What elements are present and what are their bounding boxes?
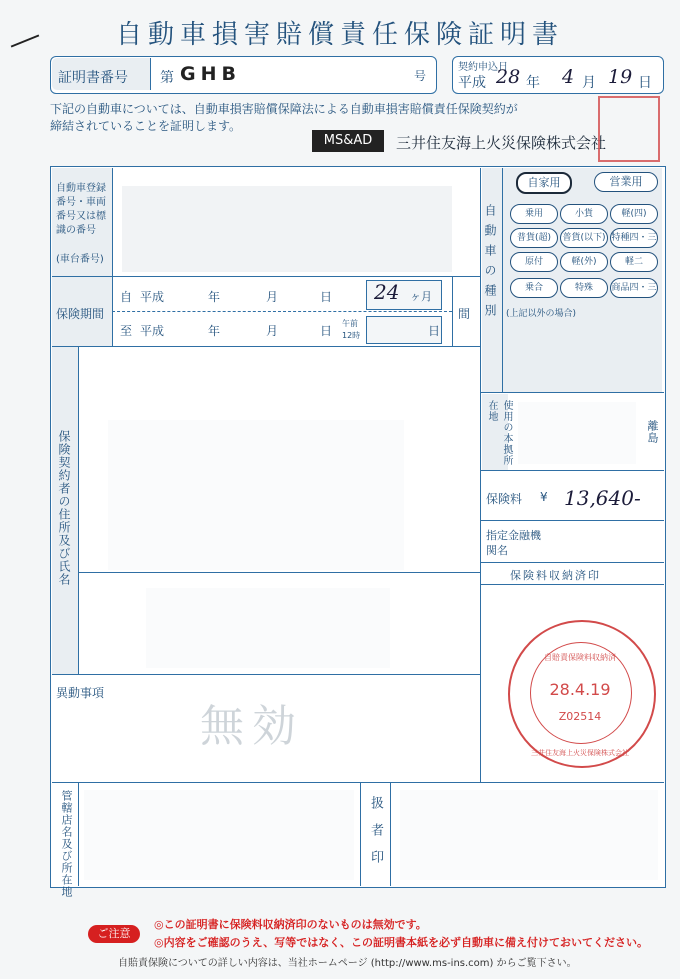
cert-number-suffix: 号 xyxy=(414,69,427,83)
vehicle-type-option: 乗合 xyxy=(510,278,558,298)
notice-line2: ◎内容をご確認のうえ、写等ではなく、この証明書本紙を必ず自動車に備え付けておいてください。 xyxy=(154,936,649,949)
company-logo: MS&AD xyxy=(312,130,384,152)
vehicle-option-private: 自家用 xyxy=(516,172,572,194)
from-year-unit: 年 xyxy=(208,290,221,304)
period-label: 保険期間 xyxy=(56,307,105,321)
receipt-stamp-code: Z02514 xyxy=(558,710,602,723)
handler-label: 扱者印 xyxy=(368,796,383,877)
cert-number-code: GHB xyxy=(180,63,241,85)
vehicle-type-option: 軽(四) xyxy=(610,204,658,224)
vehicle-type-option: 特殊 xyxy=(560,278,608,298)
vehicle-type-option: 特種四・三 xyxy=(610,228,658,248)
divider xyxy=(480,392,664,393)
to-label: 至 xyxy=(120,324,133,338)
vehicle-type-note: (上記以外の場合) xyxy=(506,309,577,319)
chassis-label: (車台番号) xyxy=(56,254,104,265)
company-name: 三井住友海上火災保険株式会社 xyxy=(396,134,607,152)
receipt-stamp-top: 自賠責保険料収納済 xyxy=(544,653,616,662)
divider xyxy=(52,674,480,675)
divider xyxy=(52,782,664,783)
period-side: 間 xyxy=(458,307,471,321)
from-day-unit: 日 xyxy=(320,290,333,304)
divider xyxy=(502,168,503,392)
premium-currency: ¥ xyxy=(540,490,548,504)
receipt-label: 保険料収納済印 xyxy=(510,569,601,582)
divider xyxy=(480,168,481,782)
months-value: 24 xyxy=(374,280,400,304)
divider xyxy=(360,782,361,886)
from-era: 平成 xyxy=(140,290,165,304)
vehicle-type-option: 普貨(以下) xyxy=(560,228,608,248)
registration-redacted xyxy=(122,186,452,272)
application-date-year-unit: 年 xyxy=(526,75,540,91)
application-date-day-unit: 日 xyxy=(638,75,652,91)
intro-text-line2: 締結されていることを証明します。 xyxy=(50,119,242,133)
premium-label: 保険料 xyxy=(486,492,523,506)
intro-text-line1: 下記の自動車については、自動車損害賠償保障法による自動車損害賠償責任保険契約が xyxy=(50,102,518,116)
divider xyxy=(112,168,113,346)
receipt-stamp-bottom: 三井住友海上火災保険株式会社 xyxy=(531,749,629,757)
receipt-stamp-date: 28.4.19 xyxy=(549,680,611,699)
vehicle-type-option: 商品四・三 xyxy=(610,278,658,298)
noon-label-1: 午前 xyxy=(342,319,358,328)
cert-number-label: 証明書番号 xyxy=(58,70,128,86)
application-date-label: 契約申込日 xyxy=(458,62,508,73)
to-day-unit: 日 xyxy=(320,324,333,338)
branch-redacted xyxy=(84,790,354,880)
usage-base-label: 使用の本拠所在地 xyxy=(486,400,512,466)
divider xyxy=(452,276,453,346)
island-label: 離島 xyxy=(646,420,659,444)
divider xyxy=(78,572,480,573)
divider xyxy=(112,311,452,312)
months-unit: ヶ月 xyxy=(410,290,432,303)
divider xyxy=(52,346,480,347)
application-date-day: 19 xyxy=(608,66,633,88)
change-label: 異動事項 xyxy=(56,686,105,700)
vehicle-type-option: 軽二 xyxy=(610,252,658,272)
divider xyxy=(480,562,664,563)
vehicle-type-option: 原付 xyxy=(510,252,558,272)
divider xyxy=(480,470,664,471)
cert-number-redacted xyxy=(250,60,400,88)
vehicle-type-option: 乗用 xyxy=(510,204,558,224)
cert-number-prefix: 第 xyxy=(160,70,174,86)
noon-label-2: 12時 xyxy=(342,331,361,340)
application-date-month-unit: 月 xyxy=(582,75,596,91)
company-seal xyxy=(598,96,660,162)
premium-amount: 13,640- xyxy=(564,486,641,510)
from-month-unit: 月 xyxy=(266,290,279,304)
application-date-year: 28 xyxy=(496,66,521,88)
divider xyxy=(52,276,480,277)
policyholder-redacted-2 xyxy=(146,588,390,668)
divider xyxy=(480,584,664,585)
policyholder-label: 保険契約者の住所及び氏名 xyxy=(57,430,71,586)
application-date-era: 平成 xyxy=(458,75,486,91)
bank-label: 指定金融機関名 xyxy=(486,529,541,557)
vehicle-type-option: 軽(外) xyxy=(560,252,608,272)
application-date-month: 4 xyxy=(562,66,575,88)
usage-redacted xyxy=(518,402,636,464)
branch-label: 管轄店名及び所在地 xyxy=(60,790,73,898)
vehicle-type-option: 普貨(超) xyxy=(510,228,558,248)
registration-label: 自動車登録番号・車両番号又は標識の番号 xyxy=(56,183,106,236)
vehicle-type-label: 自動車の種別 xyxy=(483,204,497,324)
void-stamp: 無効 xyxy=(200,701,304,752)
document-title: 自動車損害賠償責任保険証明書 xyxy=(115,20,564,50)
divider xyxy=(78,782,79,886)
vehicle-type-option: 小貨 xyxy=(560,204,608,224)
to-day-box-unit: 日 xyxy=(428,324,441,338)
divider xyxy=(480,520,664,521)
to-year-unit: 年 xyxy=(208,324,221,338)
policyholder-redacted-1 xyxy=(108,420,404,570)
vehicle-option-commercial: 営業用 xyxy=(594,172,658,192)
notice-badge: ご注意 xyxy=(88,925,140,943)
notice-footer: 自賠責保険についての詳しい内容は、当社ホームページ (http://www.ms-ins.com) からご覧下さい。 xyxy=(118,958,577,969)
divider xyxy=(78,346,79,674)
divider xyxy=(390,782,391,886)
from-label: 自 xyxy=(120,290,133,304)
to-month-unit: 月 xyxy=(266,324,279,338)
handler-redacted xyxy=(400,790,658,880)
notice-line1: ◎この証明書に保険料収納済印のないものは無効です。 xyxy=(154,918,427,931)
to-era: 平成 xyxy=(140,324,165,338)
